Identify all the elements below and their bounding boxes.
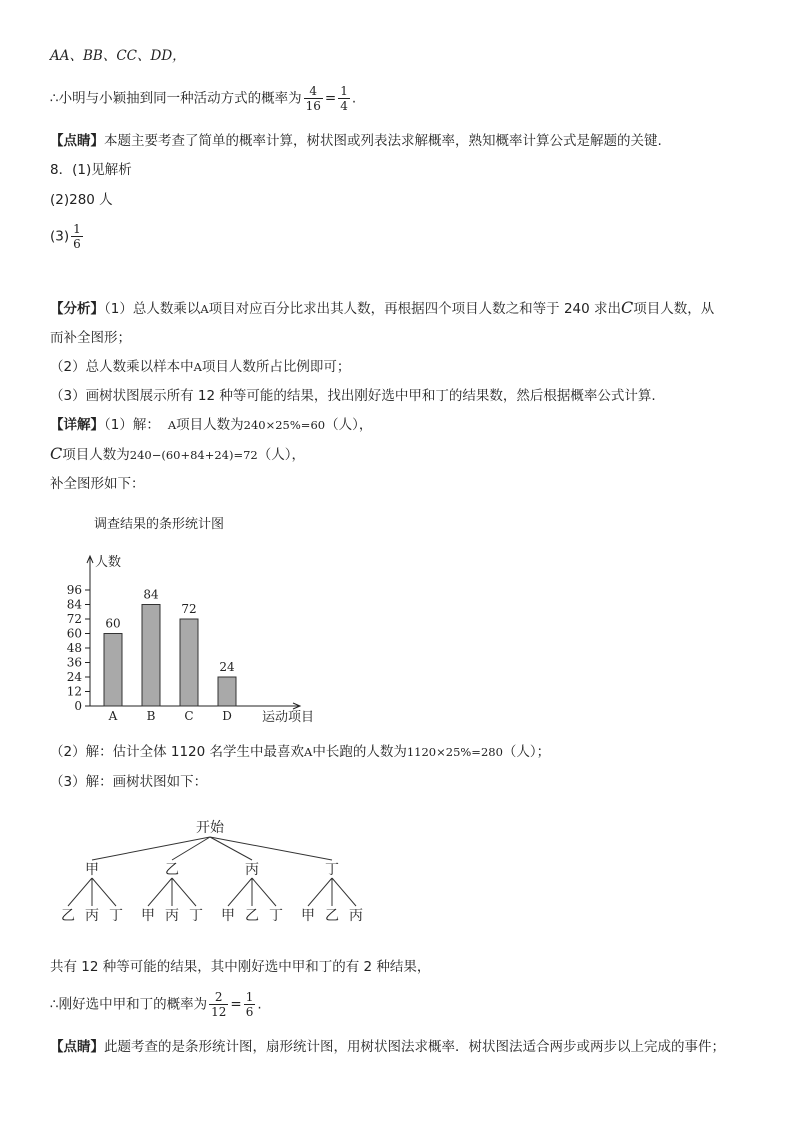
comment-text: 本题主要考查了简单的概率计算，树状图或列表法求解概率，熟知概率计算公式是解题的关键.	[104, 133, 662, 149]
outcomes-line: AA、BB、CC、DD，	[50, 48, 186, 64]
tree-leaf-label: 甲	[301, 908, 315, 924]
y-tick-label: 72	[66, 612, 82, 626]
analysis-1: 【分析】（1）总人数乘以A项目对应百分比求出其人数，再根据四个项目人数之和等于 240 求出C项目人数，从	[50, 298, 715, 317]
tree-diagram	[50, 812, 390, 932]
tree-lines	[68, 837, 356, 906]
tree-leaf-label: 甲	[141, 908, 155, 924]
tree-edge	[148, 878, 172, 906]
y-tick-label: 60	[66, 626, 82, 641]
tree-leaf-label: 丙	[349, 908, 363, 924]
tree-edge	[228, 878, 252, 906]
x-tick-label: A	[108, 709, 118, 723]
y-tick-label: 96	[66, 583, 82, 597]
tree-leaf-label: 丁	[109, 908, 123, 924]
y-tick-label: 0	[74, 699, 82, 713]
answer-3: (3) $\frac{1}{6}$	[50, 222, 81, 251]
tree-leaf-label: 丙	[165, 908, 179, 924]
y-tick-label: 84	[66, 597, 82, 612]
prev-conclusion-text: ∴小明与小颖抽到同一种活动方式的概率为	[50, 90, 302, 107]
y-tick-label: 24	[66, 670, 82, 684]
tree-leaf-label: 乙	[325, 908, 339, 924]
tree-leaf-label: 乙	[61, 908, 75, 924]
tree-branch-label: 甲	[85, 862, 99, 878]
tree-edge	[210, 837, 332, 860]
analysis-2: （2）总人数乘以样本中A项目人数所占比例即可；	[50, 359, 351, 375]
prev-conclusion: ∴小明与小颖抽到同一种活动方式的概率为 $\frac{4}{16}$ = $\frac{1}{4}$ .	[50, 84, 357, 113]
tree-edge	[332, 878, 356, 906]
x-tick-label: D	[222, 709, 232, 723]
tree-branch-label: 乙	[165, 862, 179, 878]
chart-ylabel: 人数	[95, 555, 122, 570]
part-2: （2）解：估计全体 1120 名学生中最喜欢A中长跑的人数为1120×25%=280（人）；	[50, 744, 551, 760]
bar-chart	[50, 506, 380, 736]
y-tick-label: 48	[66, 641, 82, 655]
bar-C	[180, 619, 198, 706]
tree-leaf-label: 丙	[85, 908, 99, 924]
frac-4-16: $\frac{4}{16}$	[305, 84, 321, 113]
x-tick-label: B	[146, 709, 156, 723]
result-line: 共有 12 种等可能的结果，其中刚好选中甲和丁的有 2 种结果，	[50, 959, 431, 975]
bar-D	[218, 677, 236, 706]
analysis-tag: 【分析】	[50, 301, 104, 317]
y-tick-label: 12	[66, 684, 82, 699]
tree-branch-label: 丁	[325, 862, 339, 878]
analysis-1-cont: 而补全图形；	[50, 330, 131, 346]
bar-A	[104, 634, 122, 707]
tree-leaf-label: 丁	[189, 908, 203, 924]
tree-edge	[172, 878, 196, 906]
bar-B	[142, 605, 160, 707]
tree-leaf-label: 乙	[245, 908, 259, 924]
tree-edge	[308, 878, 332, 906]
detail-3: 补全图形如下：	[50, 476, 145, 492]
comment-tag: 【点睛】	[50, 133, 104, 149]
chart-title: 调查结果的条形统计图	[94, 517, 225, 532]
frac-1-4: $\frac{1}{4}$	[340, 84, 348, 113]
frac-2-12: $\frac{2}{12}$	[211, 990, 227, 1019]
answer-1: 8．(1)见解析	[50, 162, 132, 178]
frac-1-6b: $\frac{1}{6}$	[245, 990, 254, 1019]
q8-comment: 【点睛】此题考查的是条形统计图，扇形统计图，用树状图法求概率．树状图法适合两步或两步以上完成的事件；	[50, 1039, 725, 1055]
tree-leaf-label: 甲	[221, 908, 235, 924]
analysis-3: （3）画树状图展示所有 12 种等可能的结果，找出刚好选中甲和丁的结果数，然后根据概率公式计算.	[50, 388, 656, 404]
tree-edge	[68, 878, 92, 906]
chart-bars	[104, 588, 236, 724]
detail-2: C项目人数为240−(60+84+24)=72（人），	[50, 444, 305, 463]
prev-comment	[50, 131, 662, 151]
bar-value-label: 24	[219, 660, 235, 674]
tree-branch-label: 丙	[245, 862, 259, 878]
detail-tag: 【详解】	[50, 417, 104, 433]
tree-root: 开始	[196, 820, 224, 836]
chart-xlabel: 运动项目	[262, 710, 315, 725]
tree-edge	[92, 878, 116, 906]
probability-line: ∴刚好选中甲和丁的概率为 $\frac{2}{12}$ = $\frac{1}{6}$ .	[50, 990, 262, 1019]
bar-value-label: 84	[143, 587, 159, 602]
tree-labels	[61, 820, 363, 924]
detail-1: 【详解】（1）解： A项目人数为240×25%=60（人），	[50, 417, 373, 433]
tree-edge	[210, 837, 252, 860]
tree-edge	[252, 878, 276, 906]
tree-edge	[92, 837, 210, 860]
x-tick-label: C	[184, 709, 194, 723]
tree-leaf-label: 丁	[269, 908, 283, 924]
bar-value-label: 72	[181, 602, 197, 616]
y-tick-label: 36	[66, 655, 82, 670]
answer-2: (2)280 人	[50, 192, 113, 208]
part-3: （3）解：画树状图如下：	[50, 774, 208, 790]
frac-1-6: $\frac{1}{6}$	[73, 222, 81, 251]
bar-value-label: 60	[105, 616, 121, 631]
